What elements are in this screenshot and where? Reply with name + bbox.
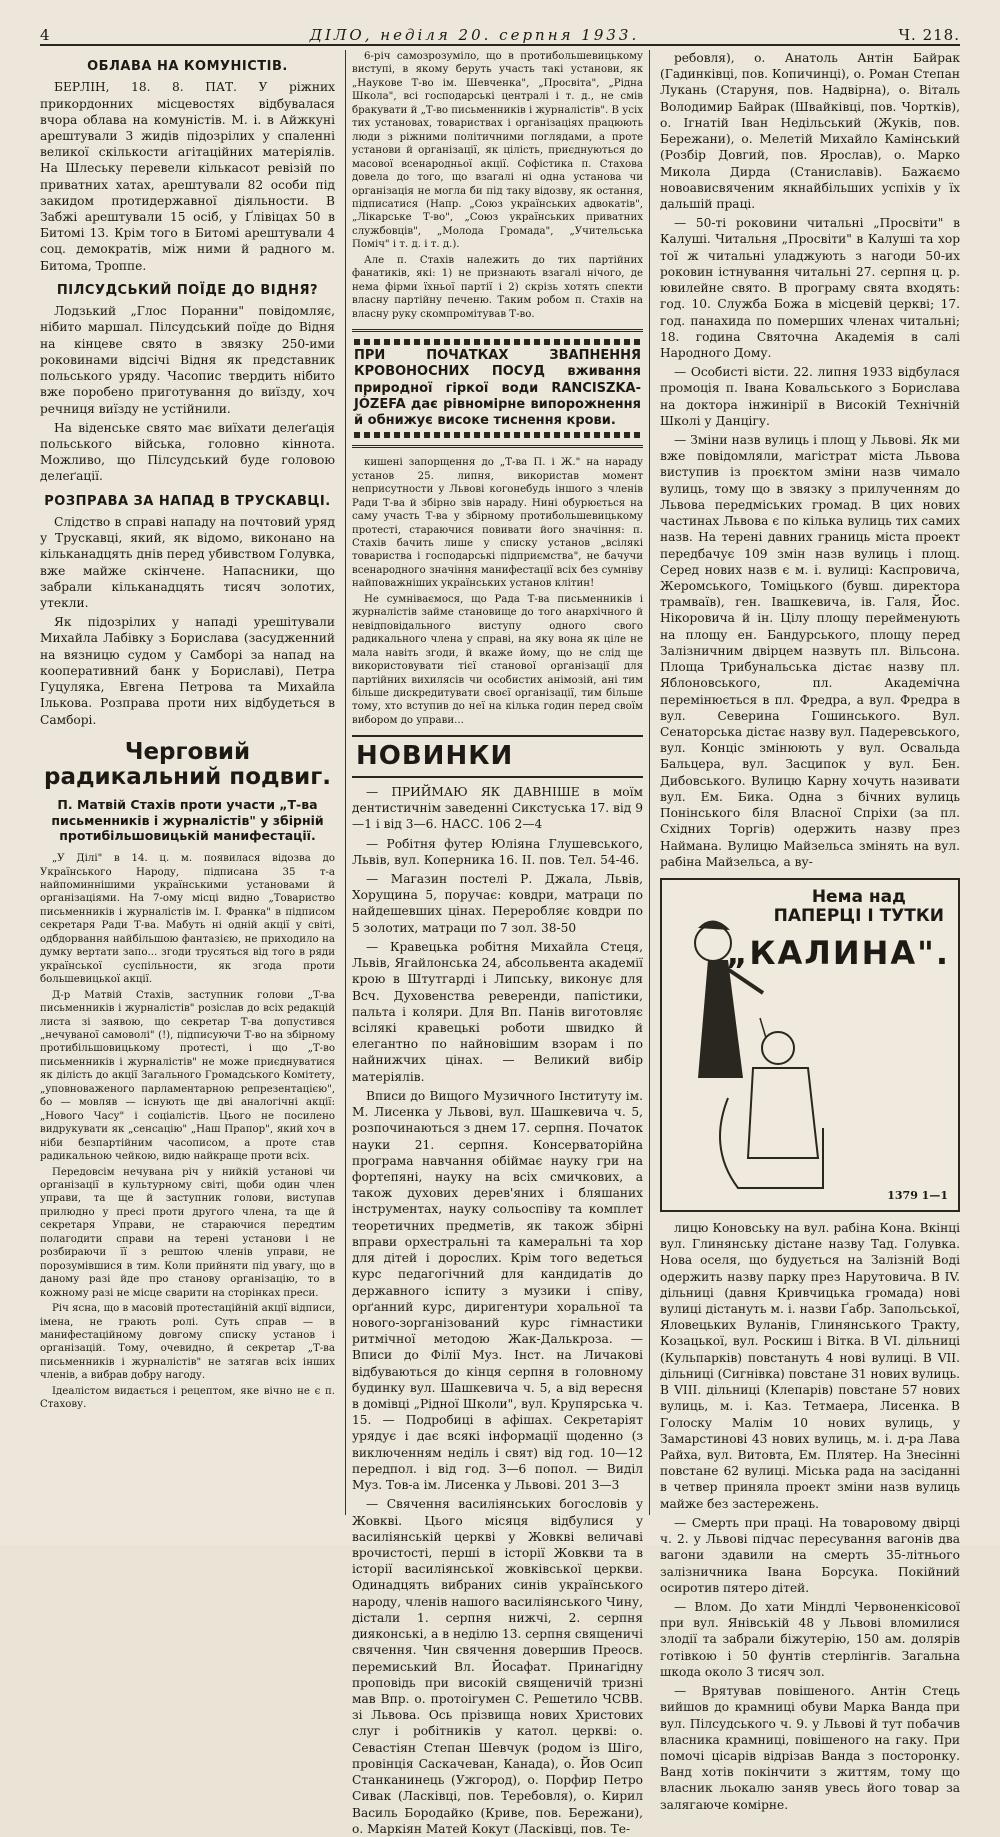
street-names-cont: лицю Коновську на вул. рабіна Кона. Вкінці вул. Глинянську дістане назву Тад. Голувка. Нова оселя, що будується на Залізній Воді одержить назву парку през Нарутовича. В IV. дільниці (давня Кривчицька громада) нові вулиці дістануть м. і. назви Ґабр. Запольської, Яловецьких Вуланів, Глинянського Тракту, Козацької, вул. Роскиш і Вітка. В VI. дільниці (Кульпарків) повстануть 4 нові вулиці. В VII. дільниці (Сигнівка) повстане 31 нових вулиць. В VIII. дільниці (Клепарів) повстане 57 нових вулиць, м. і. Каз. Тетмаера, Лисенка. В Голоску Малім 10 нових вулиць, у Замарстинові 43 нових вулиць, м. і. д-ра Лава Райха, вул. Витовта, Ем. Плятер. На Знесінні повстане 62 вулиці. Міська рада на засіданні в четвер приняла проект зміни назв вулиць майже без застережень.	[660, 1220, 960, 1511]
article-radical-cont-p1: 6-річ самозрозуміло, що в протибольшевицькому виступі, в якому беруть участь такі установи, як „Наукове Т-во ім. Шевченка", „Просвіта", „Рідна Школа", всі господарські централі і т. д., не смів бракувати й „Т-во письменників і журналістів". В усіх тих установах, товариствах і організаціях працюють люди з ріжними політичними поглядами, а проте установи й організації, як цілість, приєднуються до масової всенародньої акції. Софістика п. Стахова довела до того, що взагалі ні одна установа чи організація не могла би під таку відозву, як остання, підписатися (Напр. „Союз українських адвокатів", „Лікарське Т-во", „Союз українських приватних службовців", „Молода Громада", „Учительська Поміч" і т. д. і т. д.).	[352, 51, 643, 251]
notice-tailor: — Кравецька робітня Михайла Стеця, Львів, Ягайлонська 24, абсольвента академії крою в Штутгарді і Липську, виконує для Всч. Духовенства реверенди, папістики, пальта і коляри. Для Вп. Панів виготовляє всілякі кравецькі роботи швидко й елегантно по найновішим взорам і по найнижчих цінах. — Великий вибір матеріялів.	[352, 939, 643, 1084]
ad-border-bottom	[354, 432, 641, 438]
mineral-water-ad-text: ПРИ ПОЧАТКАХ ЗВАПНЕННЯ КРОВОНОСНИХ ПОСУД вживання природної гіркої води RANCISZKA-JÓZEFA дає рівномірне випорожнення й обнижує високе тиснення крови.	[354, 348, 641, 429]
article-pilsudski-2: На віденське свято має виїхати делеґація польського війська, головно кіннота. Можливо, що Пілсудський буде головою делеґації.	[40, 420, 335, 484]
mineral-water-ad	[352, 329, 643, 448]
article-radical-p3: Передовсім нечувана річ у нийкій установі чи організації в культурному світі, щоби один член управи, та ще й заступник голови, виступав прилюдно у пресі проти другого члена, та ще й секретаря Управи, не стараючися передтим полагодити справи на терені установи і не розбираючи її з рештою членів управи, не порозумівшися в тим. Коли прийняти під увагу, що в даному разі йде про станову організацію, то в кожному разі не місце сварити на сторінках преси.	[40, 1166, 335, 1299]
article-radical	[40, 852, 335, 1412]
article-radical-end-p1: кишені запорщення до „Т-ва П. і Ж." на нараду установ 25. липня, використав момент неприсутности у Львові когонебудь іншого з членів Ради Т-ва й збірно звів нараду. Нині обурюється на саму участь Т-ва у збірному протибольшевицькому протесті, стараючися повивати його значіння: п. Стахів бачить лише у списку установ „всілякі товариства і господарські підприємства", не бачучи всенародного значіння манифестації всіх без сумніву найповажніших українських установ клітин!	[352, 457, 643, 590]
ad-slogan-line2: ПАПЕРЦІ І ТУТКИ	[773, 906, 944, 927]
ad-slogan	[774, 888, 944, 927]
article-radical-p5: Ідеалістом видається і рецептом, яке вічно не є п. Стахову.	[40, 1385, 335, 1411]
article-radical-p4: Річ ясна, що в масовій протестаційній акції відписи, імена, не грають ролі. Суть справ — в манифестаційному довгому списку установ і організацій. Тому, очевидно, й секретар „Т-ва письменників і журналістів" не затягав всіх інших членів, а вибрав добру нагоду.	[40, 1303, 335, 1382]
headline-radical: Черговий радикальний подвиг.	[43, 738, 332, 791]
ad-brand: „КАЛИНА".	[726, 933, 950, 972]
column-middle	[345, 50, 650, 1836]
article-raid: БЕРЛІН, 18. 8. ПАТ. У ріжних прикордонних місцевостях відбувалася вчора облава на комуністів. М. і. в Айжкуні арештували 3 жидів підозрілих у спаленні великої скількости агітаційних матеріялів. На Шлеську перевели кількасот ревізій по приватних хатах, арештували 82 особи під закидом протидержавної діяльности. В Забжі арештували 15 осіб, у Ґлівіцах 50 в Битомі 13. Крім того в Битомі арештували 4 соц. демократів, між ними й радного м. Битома, Троппе.	[40, 80, 335, 273]
article-truskavets-1: Слідство в справі нападу на почтовий уряд у Трускавці, який, як відомо, виконано на кільканадцять днів перед убивством Голувка, вже майже скінчене. Напасники, що забрали кільканадцять тисяч золотих, утекли.	[40, 514, 335, 610]
headline-raid: ОБЛАВА НА КОМУНІСТІВ.	[87, 59, 288, 74]
masthead-date: ДІЛО, неділя 20. серпня 1933.	[309, 26, 640, 44]
article-truskavets-2: Як підозрілих у нападі урешітували Михайла Лабівку з Борислава (засудженний на вязницю судом у Самборі за напад на кооперативний банк у Бориславі), Петра Гуцуляка, Евгена Петрова та Михайла Ількова. Розправа проти них відбудеться в Самборі.	[40, 615, 335, 727]
article-radical-cont-p2: Але п. Стахів належить до тих партійних фанатиків, які: 1) не признають взагалі нічого, де нема фірми їхньої партії і 2) скрізь хотять спекти власну партійну печеню. Таким робом п. Стахів на власну руку скомпромітував Т-во.	[352, 254, 643, 320]
article-radical-cont	[352, 50, 643, 321]
issue-number: Ч. 218.	[898, 26, 960, 44]
notice-furrier: — Робітня футер Юліяна Глушевського, Львів, вул. Коперника 16. II. пов. Тел. 54-46.	[352, 836, 643, 867]
article-pilsudski-1: Лодзький „Глос Поранни" повідомляє, нібито маршал. Пілсудський поїде до Відня на кінцеве свято в звязку 250-ими роковинами відсічі Відня як представник польського уряду. Часопис твердить нібито вже поробено приготування до виїзду, хоч речниця виїзду не устійнили.	[40, 304, 335, 416]
notice-music-institute: Вписи до Вищого Музичного Інституту ім. М. Лисенка у Львові, вул. Шашкевича ч. 5, розпочинаються з днем 17. серпня. Початок науки 21. серпня. Консерваторійна програма навчання обіймає науку гри на фортепяні, науку на всіх смичкових, а також духових дерев'яних і бляшаних інструментах, науку сольоспіву та комплет теоретичних предметів, як також збірні вправи орхестральні та камеральні та хор для дітей і дорослих. Крім того ведеться курс педагогічний для кандидатів до державного іспиту з музики і співу, орґанний курс, диригентури хоральної та нового-зорганізований курс гімнастики ритмічної методою Жак-Далькроза. — Вписи до Філії Муз. Інст. на Личакові відбуваються до кінця серпня в головному будинку вул. Шашкевича ч. 5, а від вересня в домівці „Рідної Школи", вул. Крупярська ч. 15. — Подробиці в афішах. Секретаріят урядує і дає всякі інформації щоденно (з виключенням неділь і свят) від год. 10—12 передпол. і від год. 3—6 попол. — Виділ Муз. Тов-а ім. Лисенка у Львові. 201 3—3	[352, 1088, 643, 1493]
notice-burglary: — Влом. До хати Міндлі Червоненкісової при вул. Янівській 48 у Львові вломилися злодії та забрали біжутерію, 150 ам. долярів готівкою і 50 фунтів стерлінгів. Загальна шкода около 3 тисяч зол.	[660, 1599, 960, 1679]
headline-pilsudski: ПІЛСУДСЬКИЙ ПОЇДЕ ДО ВІДНЯ?	[56, 282, 319, 298]
ad-slogan-line1: Нема над	[811, 886, 906, 907]
headline-truskavets: РОЗПРАВА ЗА НАПАД В ТРУСКАВЦІ.	[44, 493, 331, 509]
section-title-news: НОВИНКИ	[352, 735, 643, 778]
notice-death: — Смерть при праці. На товаровому двірці ч. 2. у Львові підчас пересування вагонів два вагони здавили на смерть 35-літнього залізничника Івана Борсука. Покійний осиротив пятеро дітей.	[660, 1515, 960, 1595]
ad-border-top	[354, 339, 641, 345]
ad-code: 1379 1—1	[887, 1189, 948, 1203]
page-header	[40, 18, 960, 46]
notice-dentist: — ПРИЙМАЮ ЯК ДАВНІШЕ в моїм дентистичнім заведенні Сикстуська 17. від 9—1 і від 3—6. НАСС. 106 2—4	[352, 784, 643, 832]
notice-street-names: — Зміни назв вулиць і площ у Львові. Як ми вже повідомляли, магістрат міста Львова виступив із проєктом зміни назв чимало вулиць, тому що в звязку з прилученням до Львова передміських громад. В цих нових частинах Львова є по кілька вулиць тих самих назв. На терені давних границь міста проект передбачує 109 змін назв вулиць і площ. Серед нових назв є м. і. вулиці: Каспровича, Жеромського, Томіцького (бувш. директора трамваїв), ген. Івашкевича, ів. Галя, Йос. Нікоровича й ін. Цілу площу перейменують на площу ен. Бандурського, площу перед Залізничним двірцем назвуть пл. Вільсона. Площа Трибунальська дістає назву пл. Яблоновського, пл. Академічна перемінюється в пл. Фредра, а вул. Фредра в вул. Северина Гошинського. Вул. Сенаторська дістає назву вул. Падеревського, вул. Конціс змінюють у вул. Освальда Бальцера, вул. Засципок у вул. Бен. Дибовського. Вулицю Карну хочуть називати вул. Ем. Бика. Одна з бічних вулиць Понінського біля Власної Спріхи (за пл. Східних Торгів) одержить назву през Наймана. Вулицю Майзельса змінять на вул. рабіна Майзельса, а ву-	[660, 433, 960, 869]
notice-personal: — Особисті вісти. 22. липня 1933 відбулася промоція п. Івана Ковальського з Борислава на доктора інжинірії в Високій Технічній Школі у Данцігу.	[660, 365, 960, 428]
kalyna-ad	[660, 878, 960, 1212]
article-radical-end	[352, 456, 643, 727]
notice-rescue: — Врятував повішеного. Антін Стець вийшов до крамниці обуви Марка Ванда при вул. Пілсудського ч. 9. у Львові й тут побачив власника крамниці, повішеного на гаку. При помочі цісарів відрізав Ванда з посторонку. Ванд хотів покінчити з життям, тому що власник льокалю заняв увесь його товар за залягаюче комірне.	[660, 1684, 960, 1812]
column-right	[660, 50, 960, 1812]
ordination-cont: ребовля), о. Анатоль Антін Байрак (Гадинківці, пов. Копичинці), о. Роман Степан Лукань (Старуня, пов. Надвірна), о. Віталь Володимир Байрак (Швайківці, пов. Чортків), о. Ігнатій Іван Недільський (Жуків, пов. Бережани), о. Мелетій Михайло Камінський (Розбір Довгий, пов. Ярослав), о. Марко Микола Дирда (Станиславів). Бажаємо новоависвяченим якнайбільших успіхів у їх дальшій праці.	[660, 51, 960, 211]
notice-ordination: — Свячення василіянських богословів у Жовкві. Цього місяця відбулися у василіянській церкві у Жовкві величаві врочистості, перші в історії Жовкви та в історії василіянської жовківської церкви. Одинадцять вибраних синів українського народу, членів нашого василіянського Чину, дістали 1. серпня нижчі, 2. серпня дияконські, а в неділю 13. серпня священичі свячення. Чин свячення довершив Преосв. перемиський Вл. Йосафат. Принагідну проповідь при високій священичій тризні мав Впр. о. протоігумен С. Решетило ЧСВВ. зі Львова. Ось прізвища нових Христових слуг і робітників у катол. церкві: о. Севастіян Степан Шевчук (родом із Шіго, провінція Саскачеван, Канада), о. Йов Осип Станканинець (Ужгород), о. Порфир Петро Сивак (Ласківці, пов. Теребовля), о. Кирил Василь Бородайко (Криве, пов. Бережани), о. Маркіян Матей Кокут (Ласківці, пов. Те-	[352, 1497, 643, 1836]
article-radical-end-p2: Не сумніваємося, що Рада Т-ва письменників і журналістів займе становище до того анархічного й невідповідального виступу одного свого радикального члена у справі, на яку вона як ціле не мала навіть згоди, й вкаже йому, що не слід ще використовувати тієї станової організації для партійних вихилясів чи особистих анімозій, ані тим більше дискредитувати своєї організації, тим більше тому, хто вступив до неї на кілька годин перед своїм вибором до управи...	[352, 593, 643, 726]
notice-bedding: — Магазин постелі Р. Джала, Львів, Хорущина 5, поручає: ковдри, матраци по найдешевших цінах. Переробляє ковдри по 5 золотих, матраци по 7 зол. 38-50	[352, 872, 643, 935]
column-left	[40, 50, 335, 1515]
article-radical-p1: „У Ділі" в 14. ц. м. появилася відозва до Українського Народу, підписана 35 т-а найпоминнішими українськими установами й організаціями. На 7-ому місці видно „Товариство письменників і журналістів ім. І. Франка" в підписом секретаря Ради Т-ва. Мабуть ні одній акції у світі, одбдорвання найбільшою фантазією, не приходило на думку вертати запо... згоди трусяться від того в ряди української суспільности, як згода проти большевицької акції.	[40, 853, 335, 986]
article-radical-p2: Д-р Матвій Стахів, заступник голови „Т-ва письменників і журналістів" розіслав до всіх редакцій листа зі заявою, що секретар Т-ва допустився „нечуваної самоволі" (!), підписуючи Т-во на збірному протибільшовицькому протесті, і що „Т-во письменників і журналістів" не може приєднуватися як ділість до акції Загального Громадського Комітету, „уповноваженого парламентарною репрезентацією", бо — мовляв — існують ще дві аналогічні акції: „Нового Часу" і соціалістів. Цього не посилено видрукувати як „сенсацію" „Наш Прапор", який хоч в ніби безпартійним часописом, а проте став радикальною чейкою, видю найкраще проти всіх.	[40, 989, 335, 1163]
notice-kalush: — 50-ті роковини читальні „Просвіти" в Калуші. Читальня „Просвіти" в Калуші та хор тої ж читальні уладжують з нагоди 50-их роковин істнування читальні 27. серпня ц. р. ювилейне свято. В програму свята входять: год. 10. Служба Божа в місцевій церкві; 17. год. панахида по померших членах читальні; 18. година Святочна Академія в салі Народного Дому.	[660, 216, 960, 360]
subheadline-radical: П. Матвій Стахів проти участи „Т-ва письменників і журналістів" у збірній протибільшовицькій манифестації.	[51, 797, 324, 844]
page-number: 4	[40, 26, 51, 44]
